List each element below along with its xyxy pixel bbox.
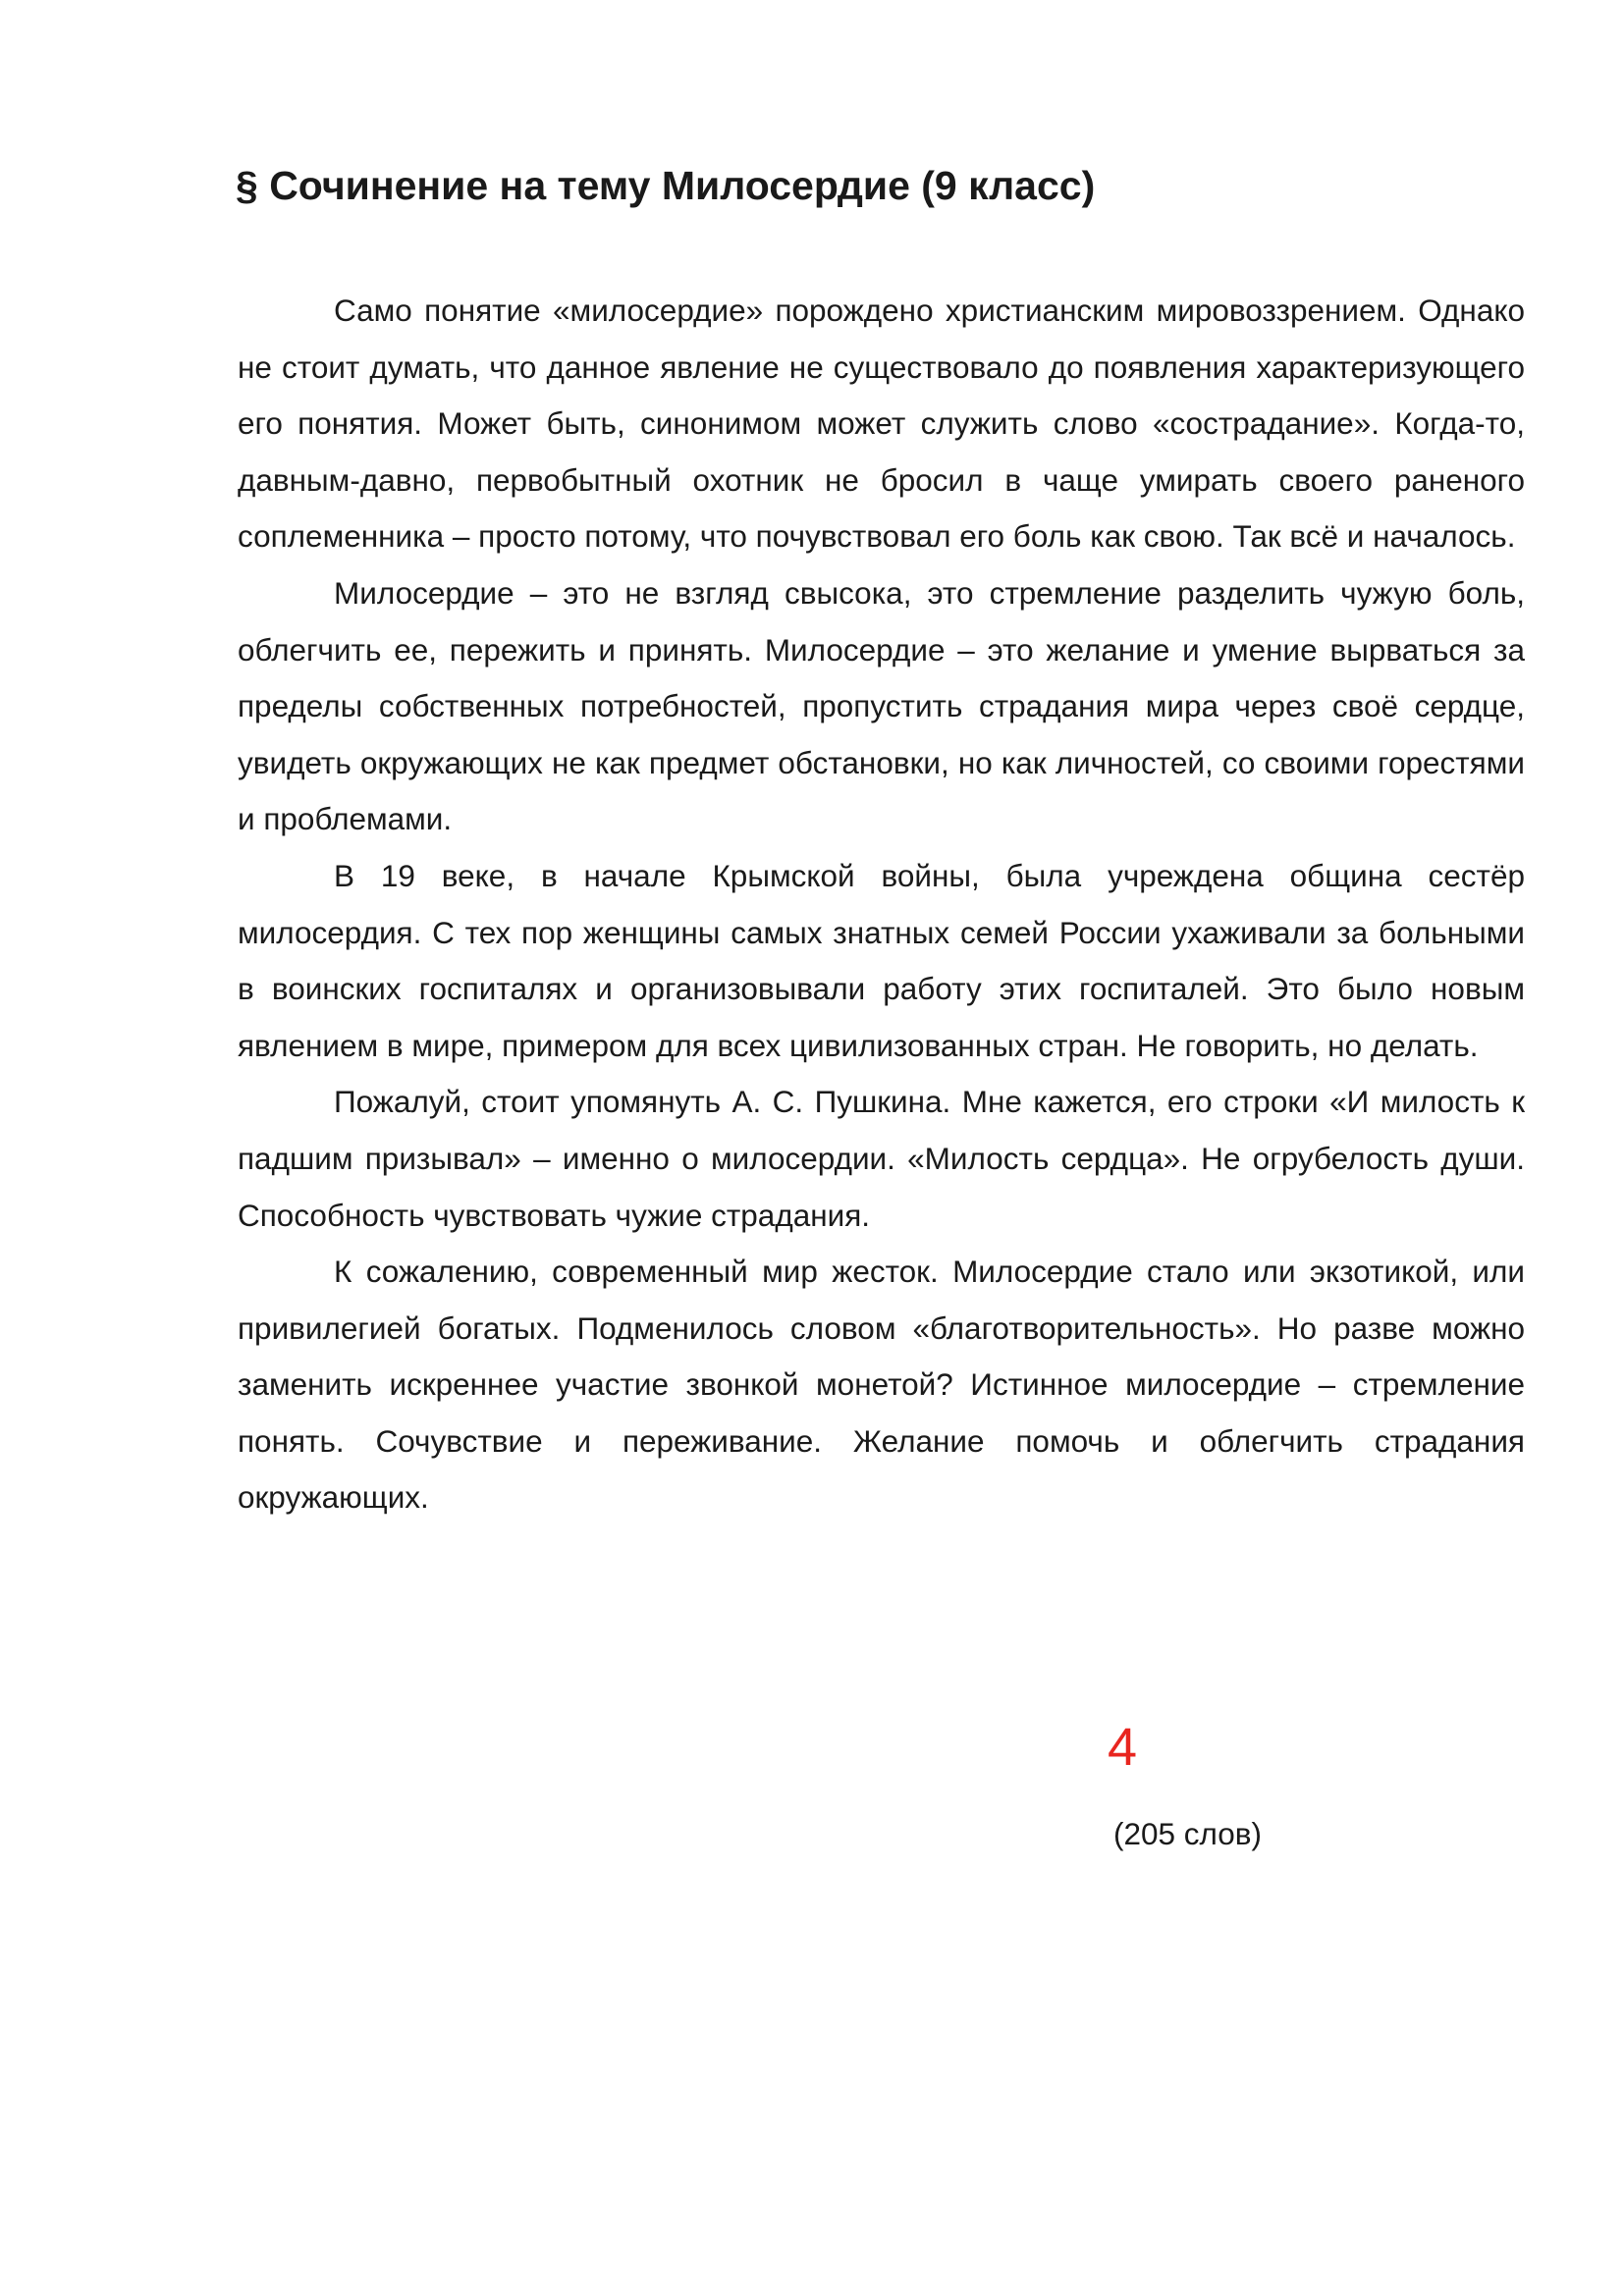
word-count: (205 слов) [1113,1816,1263,1851]
essay-paragraph: Пожалуй, стоит упомянуть А. С. Пушкина. Мне кажется, его строки «И милость к падшим призывал» – именно о милосердии. «Милость сердца». Не огрубелость души. Способность чувствовать чужие страдания. [238,1084,1525,1233]
essay-paragraph: В 19 веке, в начале Крымской войны, была учреждена община сестёр милосердия. С тех пор женщины самых знатных семей России ухаживали за больными в воинских госпиталях и организовывали работу этих госпиталей. Это было новым явлением в мире, примером для всех цивилизованных стран. Не говорить, но делать. [238,857,1525,1063]
essay-paragraph: Милосердие – это не взгляд свысока, это стремление разделить чужую боль, облегчить ее, пережить и принять. Милосердие – это желание и умение вырваться за пределы собственных потребностей, пропустить страдания мира через своё сердце, увидеть окружающих не как предмет обстановки, но как личностей, со своими горестями и проблемами. [238,574,1525,837]
essay-body [238,283,1525,1526]
essay-paragraph: Само понятие «милосердие» порождено христианским мировоззрением. Однако не стоит думать, что данное явление не существовало до появления характеризующего его понятия. Может быть, синонимом может служить слово «сострадание». Когда-то, давным-давно, первобытный охотник не бросил в чаще умирать своего раненого соплеменника – просто потому, что почувствовал его боль как свою. Так всё и началось. [238,293,1525,555]
grade-mark: 4 [1108,1718,1138,1777]
essay-paragraph: К сожалению, современный мир жесток. Милосердие стало или экзотикой, или привилегией богатых. Подменилось словом «благотворительность». Но разве можно заменить искреннее участие звонкой монетой? Истинное милосердие – стремление понять. Сочувствие и переживание. Желание помочь и облегчить страдания окружающих. [238,1254,1525,1516]
essay-title: § Сочинение на тему Милосердие (9 класс) [236,163,1096,208]
